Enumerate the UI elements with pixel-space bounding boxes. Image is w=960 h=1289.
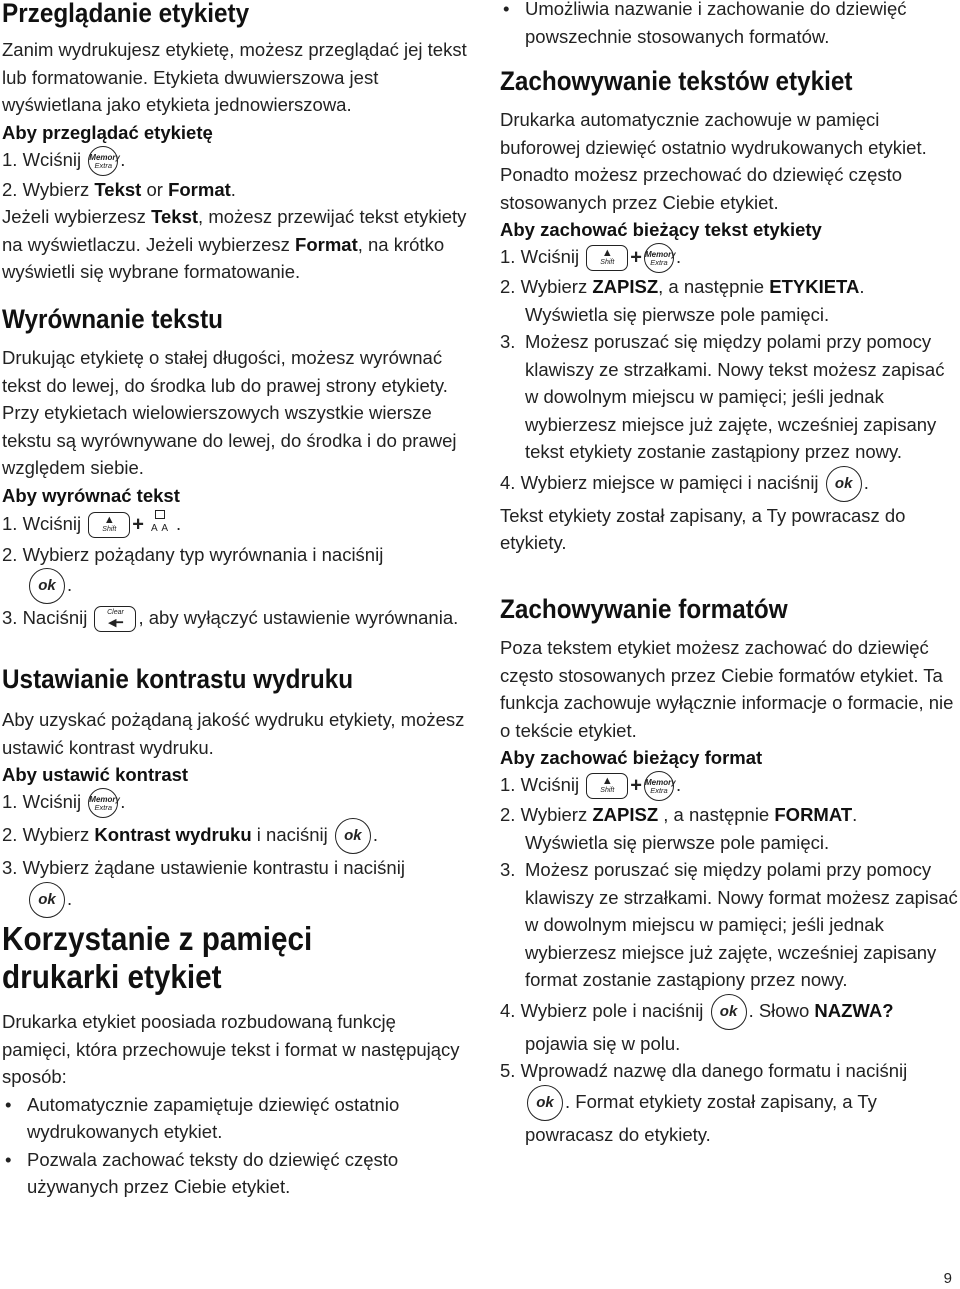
step: 2. Wybierz Tekst or Format.	[2, 178, 236, 200]
subheading: Aby przeglądać etykietę	[2, 121, 213, 143]
memory-extra-key-icon: Memory Extra	[644, 771, 674, 801]
ok-key-icon: ok	[826, 466, 862, 502]
step: 5. Wprowadź nazwę dla danego formatu i naciśnij	[500, 1060, 908, 1082]
step: 1. Wciśnij ▲ Shift + Memory Extra .	[500, 771, 958, 801]
ok-key-icon: ok	[711, 994, 747, 1030]
step: 2. Wybierz ZAPISZ , a następnie FORMAT.	[500, 804, 858, 826]
paragraph: Drukarka automatycznie zachowuje w pamięci buforowej dziewięć ostatnio wydrukowanych etykiet.	[500, 109, 927, 158]
section-heading: Zachowywanie formatów	[500, 594, 788, 624]
section-heading: Wyrównanie tekstu	[2, 304, 224, 334]
step: 3. Możesz poruszać się między polami przy pomocy klawiszy ze strzałkami. Nowy format możesz zapisać w dowolnym miejscu w pamięci; jeśli jednak wybierzesz miejsce już zajęte, wcześniej zapisany format zostanie zastąpiony przez nowy.	[500, 859, 958, 991]
bullet-item: • Pozwala zachować teksty do dziewięć często używanych przez Ciebie etykiet.	[2, 1146, 467, 1201]
save-formats-body	[500, 634, 958, 1148]
memory-extra-key-icon: Memory Extra	[88, 146, 118, 176]
paragraph: Drukarka etykiet poosiada rozbudowaną funkcję pamięci, która przechowuje tekst i format w następujący sposób:	[2, 1011, 460, 1087]
section-review-label	[2, 0, 467, 28]
align-body	[2, 344, 467, 632]
section-heading: Zachowywanie tekstów etykiet	[500, 66, 853, 96]
paragraph: Drukując etykietę o stałej długości, możesz wyrównać tekst do lewej, do środka lub do prawej strony etykiety. Przy etykietach wielowierszowych wszystkie wiersze tekstu są wyrównywane do lewej, do środka i do prawej względem siebie.	[2, 347, 457, 478]
align-key-icon: A A	[146, 509, 174, 541]
memory-extra-key-icon: Memory Extra	[88, 788, 118, 818]
step: 1. Wciśnij ▲ Shift + Memory Extra .	[500, 243, 958, 273]
paragraph: Tekst etykiety został zapisany, a Ty powracasz do etykiety.	[500, 504, 906, 554]
ok-key-icon: ok	[29, 882, 65, 918]
section-save-formats	[500, 594, 958, 624]
section-contrast	[2, 664, 467, 694]
subheading: Aby zachować bieżący format	[500, 747, 763, 768]
subheading: Aby wyrównać tekst	[2, 484, 180, 506]
shift-key-icon: ▲ Shift	[88, 512, 130, 538]
step: 2. Wybierz Kontrast wydruku i naciśnij ok .	[2, 818, 467, 854]
step: 3. Wybierz żądane ustawienie kontrastu i naciśnij	[2, 857, 405, 879]
step-continuation: Wyświetla się pierwsze pole pamięci.	[525, 831, 830, 853]
paragraph: Aby uzyskać pożądaną jakość wydruku etykiety, możesz ustawić kontrast wydruku.	[2, 709, 465, 758]
contrast-body	[2, 706, 467, 918]
bullet-item: • Automatycznie zapamiętuje dziewięć ostatnio wydrukowanych etykiet.	[2, 1091, 467, 1146]
step-continuation: Wyświetla się pierwsze pole pamięci.	[525, 303, 830, 325]
section-memory	[2, 920, 467, 996]
section-heading: drukarki etykiet	[2, 958, 222, 995]
section-heading: Ustawianie kontrastu wydruku	[2, 664, 354, 694]
step: 1. Wciśnij ▲ Shift + A A .	[2, 509, 467, 541]
shift-key-icon: ▲ Shift	[586, 245, 628, 271]
step: 3. Naciśnij Clear ◀━ , aby wyłączyć ustawienie wyrównania.	[2, 604, 467, 632]
clear-key-icon: Clear ◀━	[94, 606, 136, 632]
paragraph: Jeżeli wybierzesz Tekst, możesz przewijać tekst etykiety na wyświetlaczu. Jeżeli wybierzesz Format, na krótko wyświetli się wybrane formatowanie.	[2, 206, 467, 283]
section-heading: Korzystanie z pamięci	[2, 920, 313, 957]
paragraph: Poza tekstem etykiet możesz zachować do dziewięć często stosowanych przez Ciebie formatów etykiet. Ta funkcja zachowuje wyłącznie informacje o formacie, nie o tekście etykiet.	[500, 637, 954, 741]
bullet-item: • Umożliwia nazwanie i zachowanie do dziewięć powszechnie stosowanych formatów.	[500, 0, 958, 50]
subheading: Aby zachować bieżący tekst etykiety	[500, 219, 822, 240]
save-text-body	[500, 106, 958, 557]
step: 4. Wybierz miejsce w pamięci i naciśnij ok .	[500, 466, 958, 502]
subheading: Aby ustawić kontrast	[2, 764, 189, 785]
step-continuation: ok . Format etykiety został zapisany, a Ty powracasz do etykiety.	[500, 1085, 958, 1149]
paragraph: Zanim wydrukujesz etykietę, możesz przeglądać jej tekst lub formatowanie. Etykieta dwuwierszowa jest wyświetlana jako etykieta jednowierszowa.	[2, 39, 467, 115]
ok-key-icon: ok	[527, 1085, 563, 1121]
ok-key-icon: ok	[29, 568, 65, 604]
memory-body	[2, 1008, 467, 1201]
shift-key-icon: ▲ Shift	[586, 773, 628, 799]
memory-extra-key-icon: Memory Extra	[644, 243, 674, 273]
step: 1. Wciśnij Memory Extra .	[2, 788, 467, 818]
step-text: 1. Wciśnij	[2, 148, 82, 170]
section-save-text	[500, 66, 958, 96]
section-heading: Przeglądanie etykiety	[2, 0, 250, 28]
step: 1. Wciśnij Memory Extra .	[2, 146, 467, 176]
section-align	[2, 304, 467, 334]
step: 2. Wybierz pożądany typ wyrównania i naciśnij	[2, 543, 384, 565]
step: 2. Wybierz ZAPISZ, a następnie ETYKIETA.	[500, 276, 865, 298]
bullet-continuation	[500, 0, 958, 50]
step-continuation: ok .	[2, 882, 467, 918]
paragraph: Ponadto możesz przechować do dziewięć często stosowanych przez Ciebie etykiet.	[500, 164, 903, 213]
step-continuation: pojawia się w polu.	[525, 1032, 681, 1054]
ok-key-icon: ok	[335, 818, 371, 854]
review-body	[2, 36, 467, 286]
step-continuation: ok .	[2, 568, 467, 604]
step: 3. Możesz poruszać się między polami przy pomocy klawiszy ze strzałkami. Nowy tekst możesz zapisać w dowolnym miejscu w pamięci; jeśli jednak wybierzesz miejsce już zajęte, wcześniej zapisany tekst etykiety zostanie zastąpiony przez nowy.	[500, 331, 945, 463]
page-number: 9	[943, 1270, 952, 1287]
step: 4. Wybierz pole i naciśnij ok . Słowo NAZWA?	[500, 994, 958, 1030]
